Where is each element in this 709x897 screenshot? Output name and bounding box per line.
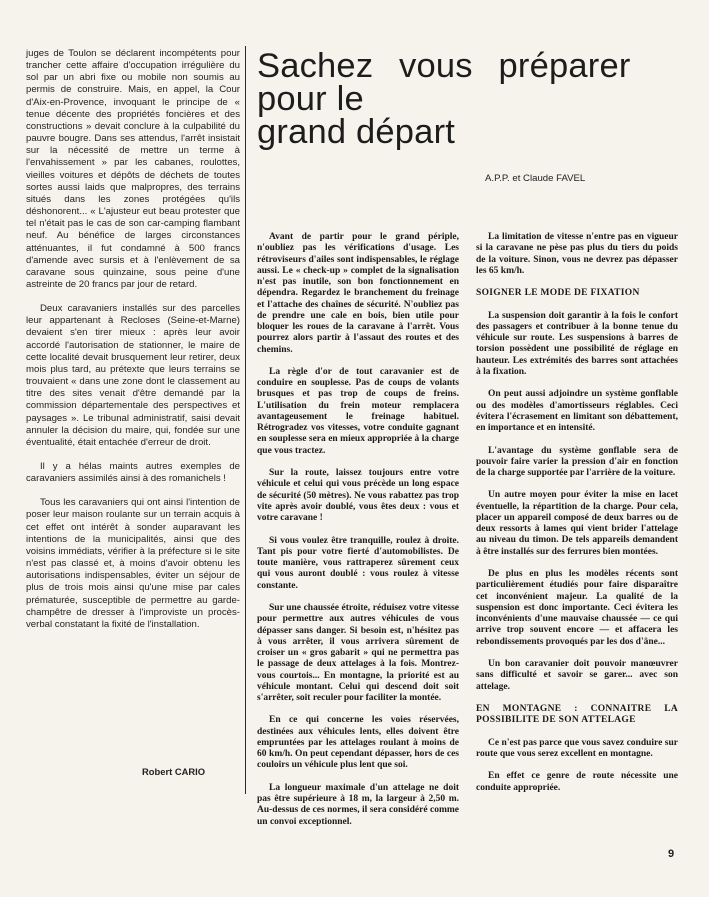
article-authors: A.P.P. et Claude FAVEL — [485, 173, 586, 184]
left-paragraph-3: Il y a hélas maints autres exemples de caravaniers assimilés ainsi à des romanichels ! — [26, 461, 240, 485]
right-paragraph-3: On peut aussi adjoindre un système gonflable ou des modèles d'amortisseurs réglables. Ceci évitera l'écrasement en limitant son débattement, en importance et en intensité. — [476, 389, 678, 434]
right-paragraph-5: Un autre moyen pour éviter la mise en lacet éventuelle, la répartition de la charge. Pour cela, placer un appareil composé de deux barres ou de deux ressorts à lames qui vient brider l'attelage au niveau du timon. De tels appareils demandent à être installés sur des ferrures bien montées. — [476, 490, 678, 557]
section-heading-fixation: SOIGNER LE MODE DE FIXATION — [476, 288, 640, 299]
column-divider — [245, 46, 246, 794]
middle-column-text — [257, 232, 459, 839]
middle-paragraph-1: Avant de partir pour le grand périple, n'oubliez pas les vérifications d'usage. Les rétroviseurs d'ailes sont indispensables, le réglage aussi. Le « check-up » complet de la signalisation n'est pas inutile, son bon fonctionnement en dépendra. Regardez le branchement du freinage et l'attache des chaînes de sécurité. N'oubliez pas de prendre une cale en bois, bien utile pour bloquer les roues de la caravane à l'arrêt. Vous pourrez alors partir à l'assaut des routes et des chemins. — [257, 232, 459, 355]
left-paragraph-4: Tous les caravaniers qui ont ainsi l'intention de poser leur maison roulante sur un terrain acquis à cet effet ont intérêt à sonder auparavant les intentions de la municipalités, ainsi que des voisins immédiats, vérifier à la préfecture si le site n'est pas classé et, à moins d'avoir obtenu les autorisations indispensables, éviter un séjour de plus de trois mois ainsi qu'une mise par cales prématurée, susceptible de permettre au garde-champêtre de dresser à l'improviste un procès-verbal constatant la fixité de l'installation. — [26, 497, 240, 630]
right-paragraph-6: De plus en plus les modèles récents sont particulièrement étudiés pour faire disparaître cet inconvénient majeur. La qualité de la suspension est donc importante. Ceci évitera les inconvénients d'une mauvaise chaussée — ce qui arrive trop souvent encore — et affacera les rebondissements provoqués par les dos d'âne... — [476, 569, 678, 647]
title-line-2: pour le — [257, 80, 364, 118]
article-title — [257, 47, 677, 151]
middle-paragraph-3: Sur la route, laissez toujours entre votre véhicule et celui qui vous précède un long espace de sécurité (50 mètres). Ne vous rabattez pas trop vite après avoir doublé, vous êtes deux : vous et votre caravane ! — [257, 468, 459, 524]
left-column-signature: Robert CARIO — [142, 766, 206, 777]
right-paragraph-9: En effet ce genre de route nécessite une conduite appropriée. — [476, 771, 678, 793]
middle-paragraph-4: Si vous voulez être tranquille, roulez à droite. Tant pis pour votre fierté d'automobilistes. De toute manière, vous rattraperez sûrement ceux qui vous auront doublé : vous roulez à vitesse constante. — [257, 535, 459, 591]
right-paragraph-1: La limitation de vitesse n'entre pas en vigueur si la caravane ne pèse pas plus du tiers du poids de la voiture. Sinon, vous ne devrez pas dépasser les 65 km/h. — [476, 232, 678, 276]
middle-paragraph-6: En ce qui concerne les voies réservées, destinées aux véhicules lents, elles doivent être empruntées par les attelages roulant à moins de 60 km/h. On peut cependant dépasser, hors de ces couloirs un véhicule plus lent que soi. — [257, 715, 459, 771]
middle-paragraph-5: Sur une chaussée étroite, réduisez votre vitesse pour permettre aux autres véhicules de vous dépasser sans danger. Si besoin est, n'hésitez pas à vous arrêter, il vous arrivera sûrement de croiser un « gros gabarit » qui ne permettra pas le passage de deux attelages à la fois. Montrez-vous courtois... En montagne, la priorité est au véhicule montant. Celui qui descend doit soit s'arrêter, soit reculer pour faciliter la montée. — [257, 603, 459, 703]
middle-paragraph-2: La règle d'or de tout caravanier est de conduire en souplesse. Pas de coups de volants brusques et pas trop de coups de freins. L'utilisation du frein moteur remplacera avantageusement le freinage habituel. Rétrogradez vos vitesses, votre conduite gagnant en souplesse sera en mieux appropriée à la charge que vous tractez. — [257, 366, 459, 456]
left-column-text — [26, 48, 240, 643]
right-paragraph-8: Ce n'est pas parce que vous savez conduire sur route que vous serez excellent en montagne. — [476, 737, 678, 759]
right-column-text — [476, 232, 678, 805]
left-paragraph-1: juges de Toulon se déclarent incompétents pour trancher cette affaire d'occupation irrégulière du sol par un abri fixe ou mobile non soumis au permis de construire. Mais, en appel, la Cour d'Aix-en-Provence, invoquant le principe de « tenue décente des propriétés foncières et des constructions » devait conclure à la culpabilité du pauvre bougre. Dans ses attendus, l'arrêt insistait sur la nécessité de mettre un terme à l'envahissement » par les cabanes, roulottes, vieilles voitures et dépôts de déchets de toutes sortes aussi laids que malpropres, des terrains situés dans les zones protégées qu'ils déshonorent... « L'ajusteur eut beau protester que tel n'était pas le cas de son car-camping flambant neuf. Au bénéfice de larges circonstances atténuantes, il fut condamné à 500 francs d'amende avec sursis et à l'enlèvement de sa caravane sous quinzaine, sous peine d'une astreinte de 20 francs par jour de retard. — [26, 48, 240, 290]
section-heading-montagne: EN MONTAGNE : CONNAITRE LA POSSIBILITE DE SON ATTELAGE — [476, 704, 678, 726]
right-paragraph-7: Un bon caravanier doit pouvoir manœuvrer sans difficulté et savoir se garer... avec son attelage. — [476, 659, 678, 692]
right-paragraph-4: L'avantage du système gonflable sera de pouvoir faire varier la pression d'air en fonction de la charge supportée par l'arrière de la voiture. — [476, 445, 678, 478]
page-number: 9 — [668, 848, 675, 860]
left-paragraph-2: Deux caravaniers installés sur des parcelles leur appartenant à Recloses (Seine-et-Marne) devaient s'en tirer mieux : après leur avoir accordé l'autorisation de stationner, le maire de cette localité devait brusquement leur retirer, deux mois plus tard, au prétexte que leurs terrains se trouvaient « dans une zone dont le classement au titre des sites venait d'être demandé par la commission départementale des perspectives et paysages ». Le tribunal administratif, saisi devait annuler la décision du maire, qui, fondée sur une éventualité, était entachée d'erreur de droit. — [26, 303, 240, 448]
title-line-3: grand départ — [257, 113, 456, 151]
right-paragraph-2: La suspension doit garantir à la fois le confort des passagers et contribuer à la bonne tenue du véhicule sur route. Les suspensions à barres de torsion possèdent une possibilité de réglage en hauteur. Les extrémités des barres sont attachées à la fixation. — [476, 310, 678, 377]
middle-paragraph-7: La longueur maximale d'un attelage ne doit pas être supérieure à 18 m, la largeur à 2,50 m. Au-dessus de ces normes, il sera considéré comme un convoi exceptionnel. — [257, 782, 459, 827]
title-line-1: Sachez vous préparer — [257, 47, 631, 85]
